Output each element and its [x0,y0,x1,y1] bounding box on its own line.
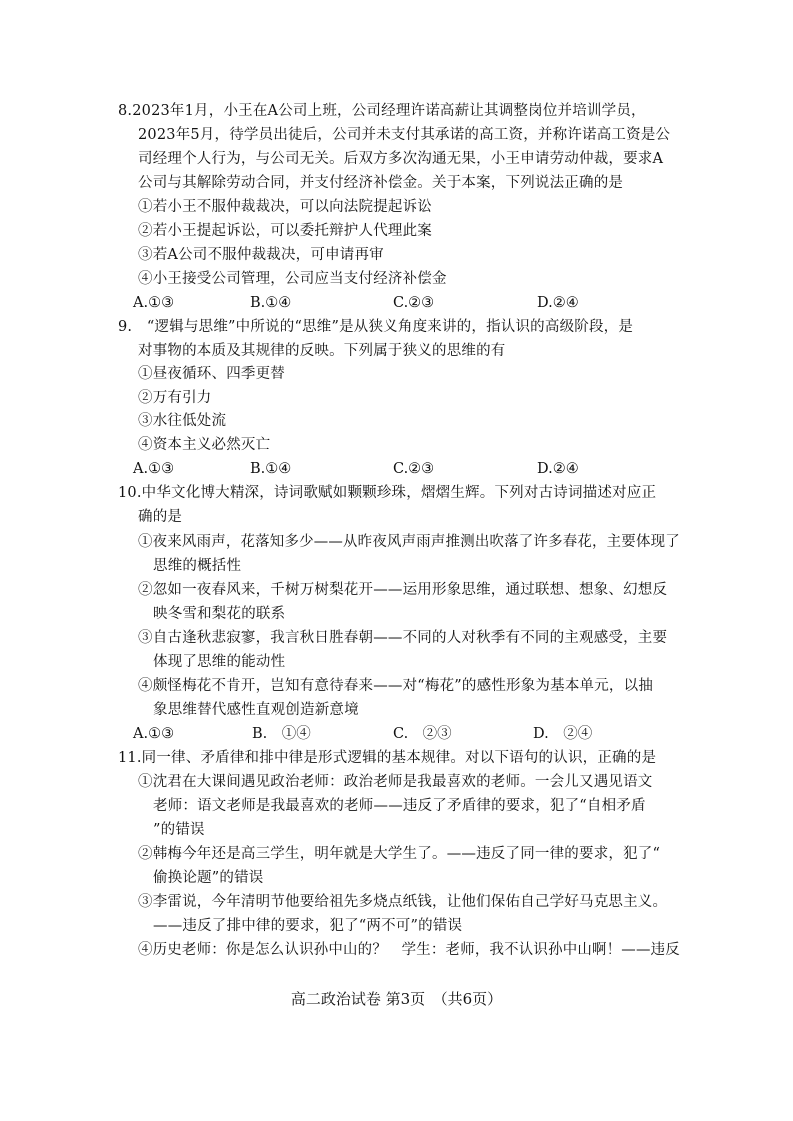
question-8-option-b: B.①④ [250,295,292,311]
question-9-item-1: ①昼夜循环、四季更替 [138,366,285,382]
question-10-option-a: A.①③ [133,726,175,742]
question-9-item-2: ②万有引力 [138,390,212,406]
question-8-item-3: ③若A公司不服仲裁裁决，可申请再审 [138,247,384,263]
question-10-stem-line-2: 确的是 [138,509,183,525]
question-8-item-1: ①若小王不服仲裁裁决，可以向法院提起诉讼 [138,199,432,215]
question-9-option-d: D.②④ [537,461,579,477]
question-10-item-1-line-1: ①夜来风雨声，花落知多少——从昨夜风声雨声推测出吹落了许多春花，主要体现了 [138,534,680,550]
question-10-stem-line-1: 10.中华文化博大精深，诗词歌赋如颗颗珍珠，熠熠生辉。下列对古诗词描述对应正 [118,485,657,501]
question-8-stem-line-1: 8.2023年1月，小王在A公司上班，公司经理许诺高薪让其调整岗位并培训学员， [118,103,646,119]
question-9-stem-line-2: 对事物的本质及其规律的反映。下列属于狭义的思维的有 [138,343,506,359]
question-9-option-a: A.①③ [133,461,175,477]
question-8-option-a: A.①③ [133,295,175,311]
question-10-item-2-line-1: ②忽如一夜春风来，千树万树梨花开——运用形象思维，通过联想、想象、幻想反 [138,582,668,598]
question-9-option-b: B.①④ [250,461,292,477]
question-10-item-3-line-1: ③自古逢秋悲寂寥，我言秋日胜春朝——不同的人对秋季有不同的主观感受，主要 [138,630,668,646]
page-footer: 高二政治试卷 第3页 （共6页） [290,990,503,1008]
question-8-option-d: D.②④ [537,295,579,311]
question-10-option-d: D. ②④ [533,726,593,742]
question-9-option-c: C.②③ [393,461,435,477]
question-10-item-2-line-2: 映冬雪和梨花的联系 [153,606,286,622]
question-10-item-3-line-2: 体现了思维的能动性 [153,654,286,670]
question-10-item-4-line-2: 象思维替代感性直观创造新意境 [153,702,359,718]
question-10-item-1-line-2: 思维的概括性 [153,558,242,574]
question-11-item-1-line-3: ”的错误 [153,822,205,838]
question-8-option-c: C.②③ [393,295,435,311]
question-11-item-4-line-1: ④历史老师：你是怎么认识孙中山的？ 学生：老师，我不认识孙中山啊！——违反 [138,942,680,958]
question-8-stem-line-4: 公司与其解除劳动合同，并支付经济补偿金。关于本案，下列说法正确的是 [138,175,624,191]
question-8-stem-line-2: 2023年5月，待学员出徒后，公司并未支付其承诺的高工资，并称许诺高工资是公 [138,127,671,143]
question-11-item-1-line-2: 老师：语文老师是我最喜欢的老师——违反了矛盾律的要求，犯了“自相矛盾 [153,798,646,814]
question-10-option-b: B. ①④ [252,726,311,742]
question-11-item-3-line-2: ——违反了排中律的要求，犯了“两不可”的错误 [153,918,463,934]
question-10-option-c: C. ②③ [393,726,452,742]
question-11-item-2-line-1: ②韩梅今年还是高三学生，明年就是大学生了。——违反了同一律的要求，犯了“ [138,846,661,862]
question-11-item-2-line-2: 偷换论题”的错误 [153,870,264,886]
question-9-stem-line-1: 9. “逻辑与思维”中所说的“思维”是从狭义角度来讲的，指认识的高级阶段，是 [118,319,634,335]
question-8-item-2: ②若小王提起诉讼，可以委托辩护人代理此案 [138,223,432,239]
question-9-item-4: ④资本主义必然灭亡 [138,437,271,453]
question-9-item-3: ③水往低处流 [138,413,227,429]
question-11-stem-line-1: 11.同一律、矛盾律和排中律是形式逻辑的基本规律。对以下语句的认识，正确的是 [118,750,657,766]
question-8-stem-line-3: 司经理个人行为，与公司无关。后双方多次沟通无果，小王申请劳动仲裁，要求A [138,151,664,167]
question-11-item-1-line-1: ①沈君在大课间遇见政治老师：政治老师是我最喜欢的老师。一会儿又遇见语文 [138,774,653,790]
question-11-item-3-line-1: ③李雷说，今年清明节他要给祖先多烧点纸钱，让他们保佑自己学好马克思主义。 [138,894,668,910]
question-10-item-4-line-1: ④颇怪梅花不肯开，岂知有意待春来——对“梅花”的感性形象为基本单元，以抽 [138,678,654,694]
question-8-item-4: ④小王接受公司管理，公司应当支付经济补偿金 [138,271,447,287]
